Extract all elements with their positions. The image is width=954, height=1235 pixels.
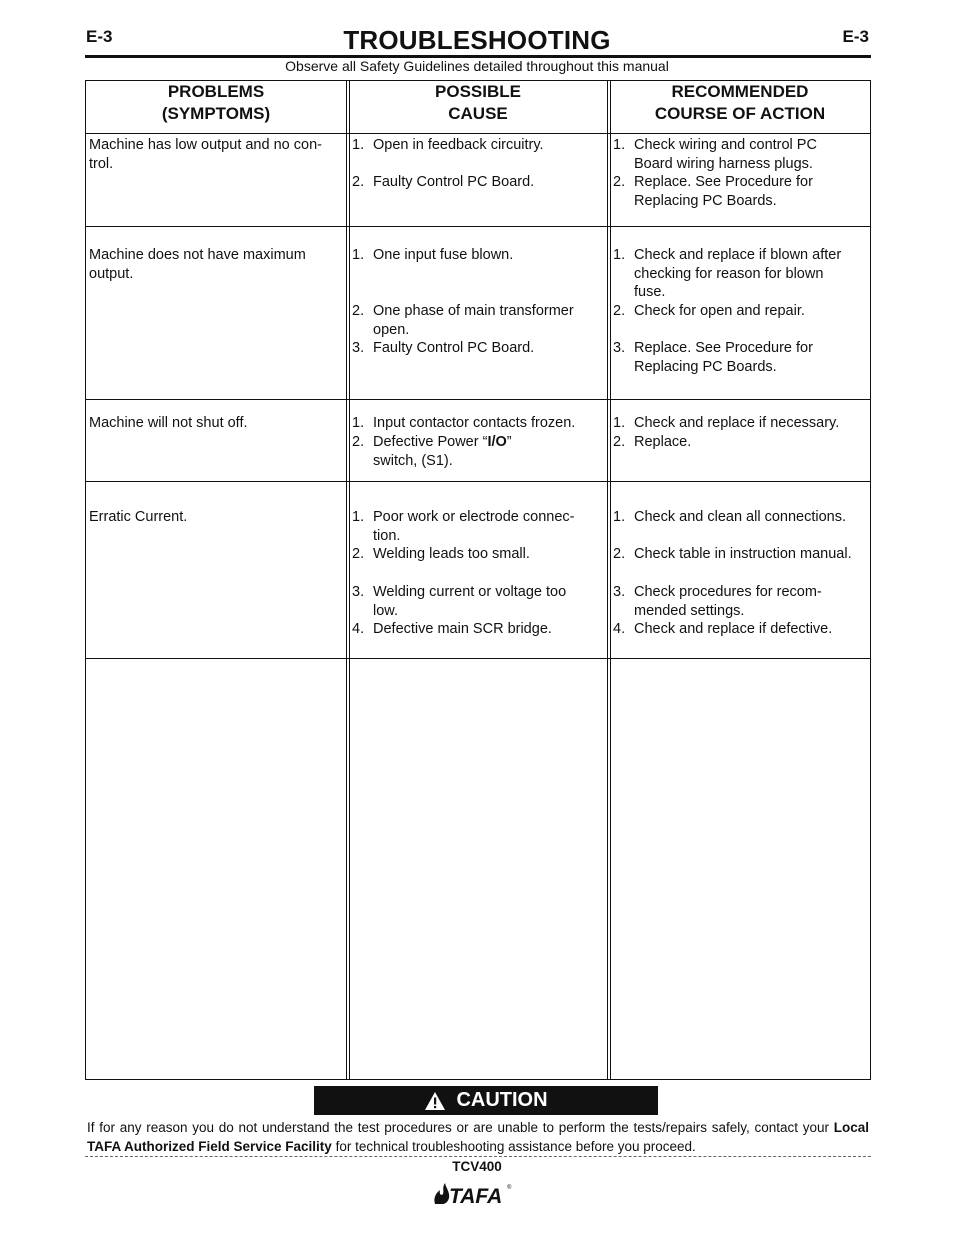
item-number: 2. [613, 174, 626, 190]
item-line: low. [373, 602, 398, 619]
action-list-item [613, 508, 868, 527]
item-line: Check and replace if necessary. [634, 415, 840, 431]
tafa-logo [432, 1180, 514, 1206]
row-divider [86, 226, 870, 227]
item-line: Faulty Control PC Board. [373, 340, 535, 356]
action-cell [613, 508, 868, 658]
item-number: 1. [613, 415, 626, 431]
problem-cell [89, 246, 341, 283]
item-line: Input contactor contacts frozen. [373, 415, 576, 431]
row-divider [86, 399, 870, 400]
item-number: 4. [352, 621, 365, 637]
item-number: 2. [352, 303, 365, 319]
switch-label: I/O [487, 434, 507, 450]
row-divider [86, 658, 870, 659]
cause-list-item [352, 620, 604, 639]
footer-rule [85, 1156, 871, 1157]
item-number: 1. [352, 247, 365, 263]
problem-cell [89, 136, 341, 173]
item-line: Check wiring and control PC [634, 137, 817, 153]
item-number: 2. [613, 546, 626, 562]
item-number: 3. [613, 584, 626, 600]
header-action-line2: COURSE OF ACTION [654, 104, 826, 123]
item-line: Welding leads too small. [373, 546, 530, 562]
item-line: Check and replace if defective. [634, 621, 833, 637]
item-line: Check and clean all connections. [634, 509, 846, 525]
header-cause-line1: POSSIBLE [435, 82, 521, 101]
item-number: 2. [352, 434, 365, 450]
item-line: Replacing PC Boards. [634, 358, 777, 375]
item-number: 1. [613, 137, 626, 153]
item-line: Check and replace if blown after [634, 247, 842, 263]
item-number: 2. [613, 303, 626, 319]
action-cell [613, 414, 868, 481]
action-list-item [613, 433, 868, 452]
item-number: 2. [352, 546, 365, 562]
action-list-item [613, 583, 868, 620]
cause-cell [352, 508, 604, 658]
cause-list-item [352, 583, 604, 620]
item-text: Defective Power “ [373, 434, 488, 450]
caution-text [87, 1118, 869, 1156]
action-list-item [613, 246, 868, 302]
item-line: Replace. See Procedure for [634, 340, 813, 356]
page-code-right: E-3 [842, 27, 869, 46]
column-divider [349, 81, 350, 1079]
cause-list-item [352, 545, 604, 564]
item-line: open. [373, 321, 410, 338]
item-line: Check procedures for recom- [634, 584, 822, 600]
column-divider [346, 81, 347, 1079]
item-number: 3. [352, 340, 365, 356]
action-list-item [613, 173, 868, 210]
item-number: 1. [352, 137, 365, 153]
svg-text:TAFA: TAFA [449, 1185, 503, 1206]
cause-list-item [352, 433, 604, 470]
header-action [610, 81, 870, 133]
item-text: ” [506, 434, 512, 450]
cause-cell [352, 136, 604, 226]
cause-list-item [352, 246, 604, 265]
item-line: Check for open and repair. [634, 303, 805, 319]
item-line: One input fuse blown. [373, 247, 514, 263]
item-line: Check table in instruction manual. [634, 546, 852, 562]
row-divider [86, 481, 870, 482]
header-problems-line2: (SYMPTOMS) [161, 104, 271, 123]
item-number: 1. [613, 509, 626, 525]
cause-list-item [352, 339, 604, 358]
problem-cell [89, 414, 341, 433]
troubleshooting-table [85, 80, 871, 1080]
item-line: One phase of main transformer [373, 303, 574, 319]
problem-cell [89, 508, 341, 527]
item-line [373, 433, 604, 452]
page-title: TROUBLESHOOTING [343, 25, 611, 55]
item-line: Defective main SCR bridge. [373, 621, 552, 637]
item-line: Open in feedback circuitry. [373, 137, 544, 153]
item-line: Faulty Control PC Board. [373, 174, 535, 190]
item-number: 1. [352, 415, 365, 431]
caution-label: CAUTION [456, 1089, 548, 1111]
item-line: mended settings. [634, 602, 745, 619]
svg-text:®: ® [507, 1185, 512, 1191]
problem-line: trol. [89, 155, 114, 172]
item-line: Replacing PC Boards. [634, 192, 777, 209]
problem-line: Erratic Current. [89, 509, 188, 525]
item-line: switch, (S1). [373, 452, 453, 469]
item-line: tion. [373, 527, 401, 544]
action-list-item [613, 339, 868, 376]
caution-text-intro: If for any reason you do not understand the test procedures or are unable to perform the tests/repairs safely, contact your [87, 1120, 829, 1135]
problem-line: output. [89, 265, 134, 282]
row-divider [86, 133, 870, 134]
header-problems [86, 81, 346, 133]
cause-list-item [352, 508, 604, 545]
item-line: fuse. [634, 284, 666, 300]
action-cell [613, 246, 868, 399]
cause-list-item [352, 136, 604, 155]
item-line: checking for reason for blown [634, 265, 824, 282]
header-cause [349, 81, 607, 133]
cause-list-item [352, 302, 604, 339]
header-cause-line2: CAUSE [448, 104, 508, 123]
column-divider [607, 81, 608, 1079]
problem-line: Machine does not have maximum [89, 247, 306, 263]
item-number: 1. [352, 509, 365, 525]
cause-cell [352, 246, 604, 399]
action-list-item [613, 136, 868, 173]
cause-cell [352, 414, 604, 481]
action-list-item [613, 620, 868, 639]
safety-subtitle: Observe all Safety Guidelines detailed throughout this manual [285, 58, 669, 74]
item-number: 1. [613, 247, 626, 263]
caution-text-end: for technical troubleshooting assistance before you proceed. [331, 1139, 696, 1154]
item-number: 4. [613, 621, 626, 637]
item-number: 3. [613, 340, 626, 356]
header-problems-line1: PROBLEMS [167, 82, 265, 101]
column-divider [610, 81, 611, 1079]
problem-line: Machine has low output and no con- [89, 137, 322, 153]
caution-banner [314, 1086, 658, 1115]
model-number: TCV400 [452, 1159, 502, 1174]
problem-line: Machine will not shut off. [89, 415, 248, 431]
header-action-line1: RECOMMENDED [671, 82, 809, 101]
item-line: Replace. See Procedure for [634, 174, 813, 190]
item-number: 2. [352, 174, 365, 190]
caution-text-bold: Local TAFA Authorized Field Service Facility [87, 1120, 869, 1154]
item-line: Replace. [634, 434, 692, 450]
item-line: Board wiring harness plugs. [634, 155, 813, 172]
action-cell [613, 136, 868, 226]
cause-list-item [352, 173, 604, 192]
action-list-item [613, 302, 868, 321]
cause-list-item [352, 414, 604, 433]
warning-triangle-icon [424, 1091, 446, 1111]
action-list-item [613, 545, 868, 564]
item-line: Welding current or voltage too [373, 584, 567, 600]
item-number: 3. [352, 584, 365, 600]
item-number: 2. [613, 434, 626, 450]
item-line: Poor work or electrode connec- [373, 509, 575, 525]
page-code-left: E-3 [86, 27, 113, 46]
action-list-item [613, 414, 868, 433]
